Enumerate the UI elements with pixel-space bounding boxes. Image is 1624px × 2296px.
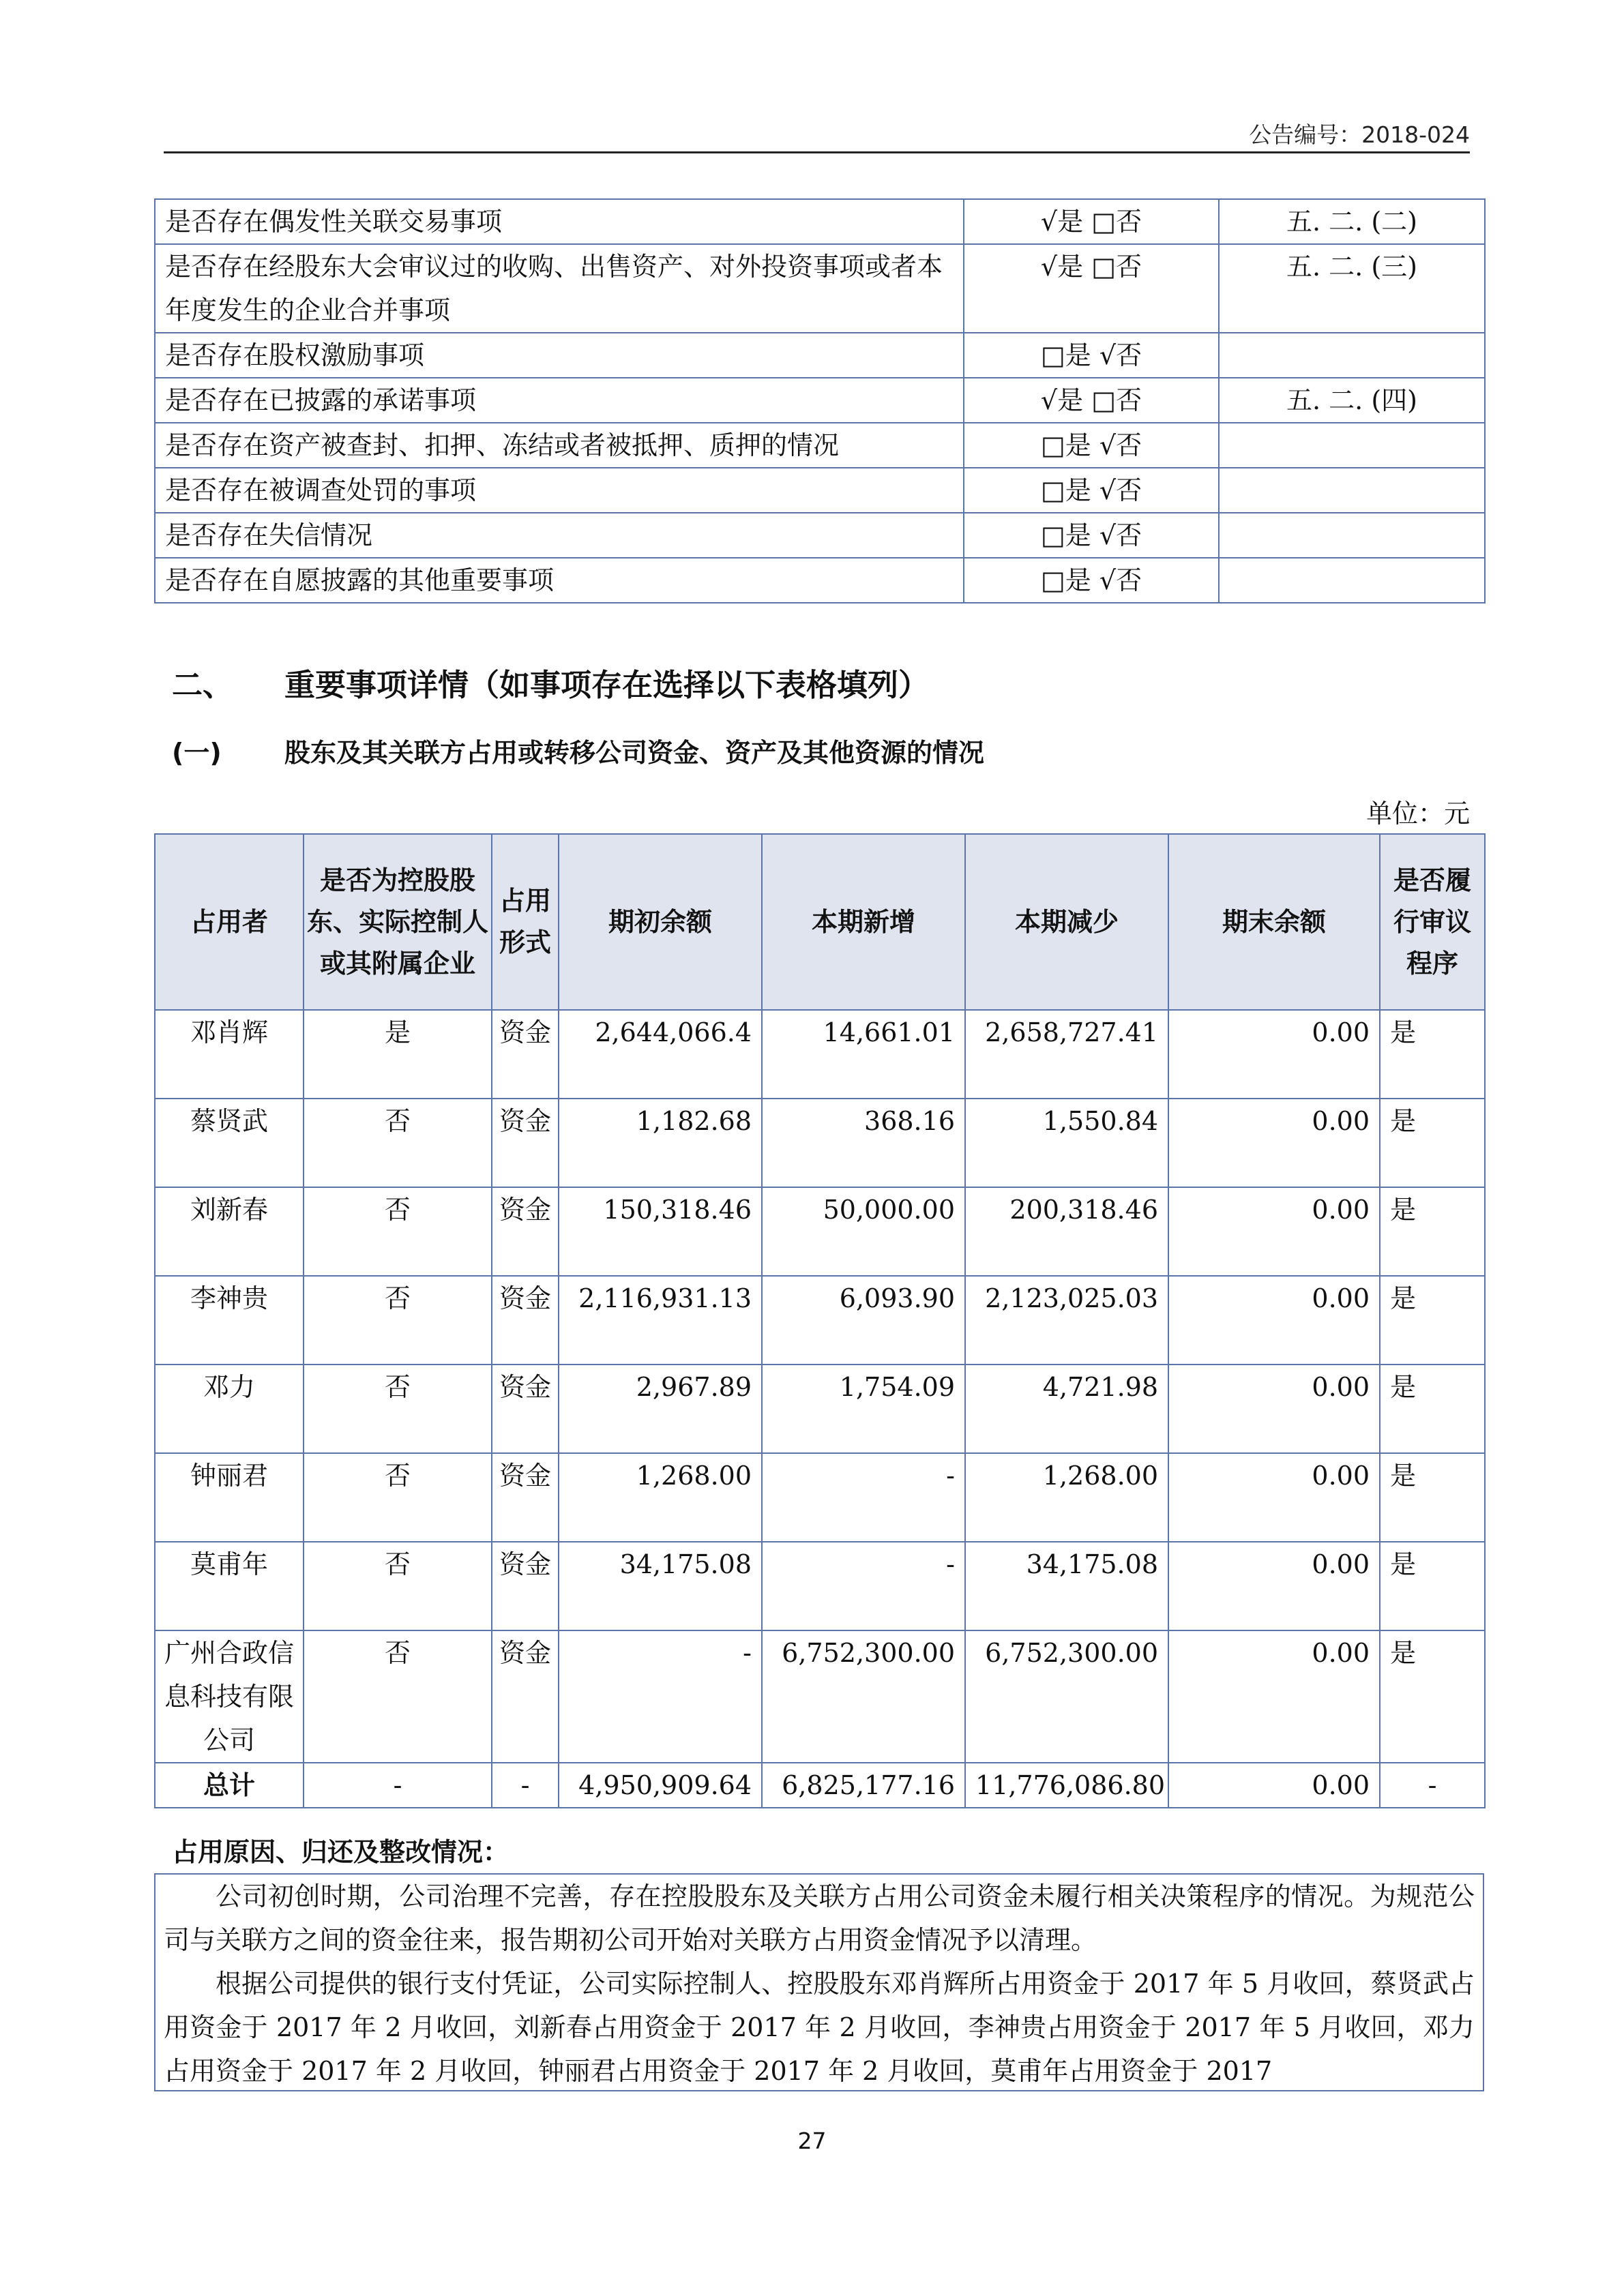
closing-cell: 0.00 [1168, 1453, 1380, 1542]
table-row [155, 1187, 1485, 1276]
controller-cell: 否 [304, 1365, 492, 1453]
opening-cell: 1,268.00 [559, 1453, 762, 1542]
increase-cell: 1,754.09 [762, 1365, 965, 1453]
matter-choice: □是 √否 [964, 333, 1219, 378]
col-header-procedure: 是否履行审议程序 [1380, 834, 1485, 1010]
section-number: 二、 [172, 667, 234, 703]
unit-label: 单位：元 [1365, 799, 1470, 829]
reason-box [154, 1873, 1484, 2091]
col-header-form: 占用形式 [492, 834, 559, 1010]
table-header-row [155, 834, 1485, 1010]
decrease-cell: 2,123,025.03 [965, 1276, 1168, 1365]
total-opening-cell: 4,950,909.64 [559, 1763, 762, 1808]
table-row [155, 333, 1485, 378]
table-row [155, 378, 1485, 423]
occupant-cell: 蔡贤武 [155, 1099, 304, 1187]
matter-ref [1219, 558, 1485, 603]
occupant-cell: 邓肖辉 [155, 1010, 304, 1099]
table-row [155, 468, 1485, 513]
table-row [155, 513, 1485, 558]
table-row [155, 423, 1485, 468]
controller-cell: 否 [304, 1542, 492, 1630]
controller-cell: 否 [304, 1187, 492, 1276]
closing-cell: 0.00 [1168, 1630, 1380, 1763]
table-row [155, 558, 1485, 603]
increase-cell: - [762, 1542, 965, 1630]
total-controller-cell: - [304, 1763, 492, 1808]
matter-item: 是否存在失信情况 [155, 513, 964, 558]
decrease-cell: 4,721.98 [965, 1365, 1168, 1453]
matter-item: 是否存在被调查处罚的事项 [155, 468, 964, 513]
procedure-cell: 是 [1380, 1365, 1485, 1453]
col-header-is-controller: 是否为控股股东、实际控制人或其附属企业 [304, 834, 492, 1010]
form-cell: 资金 [492, 1010, 559, 1099]
form-cell: 资金 [492, 1276, 559, 1365]
increase-cell: - [762, 1453, 965, 1542]
form-cell: 资金 [492, 1365, 559, 1453]
controller-cell: 否 [304, 1099, 492, 1187]
total-form-cell: - [492, 1763, 559, 1808]
opening-cell: 2,644,066.4 [559, 1010, 762, 1099]
closing-cell: 0.00 [1168, 1542, 1380, 1630]
col-header-closing: 期末余额 [1168, 834, 1380, 1010]
occupant-cell: 刘新春 [155, 1187, 304, 1276]
form-cell: 资金 [492, 1187, 559, 1276]
subsection-heading [172, 732, 984, 769]
section-title: 重要事项详情（如事项存在选择以下表格填列） [284, 667, 930, 703]
matter-choice: □是 √否 [964, 468, 1219, 513]
closing-cell: 0.00 [1168, 1365, 1380, 1453]
table-row [155, 1453, 1485, 1542]
closing-cell: 0.00 [1168, 1187, 1380, 1276]
occupation-table [154, 833, 1486, 1808]
matter-choice: √是 □否 [964, 378, 1219, 423]
matter-ref [1219, 468, 1485, 513]
matter-item: 是否存在自愿披露的其他重要事项 [155, 558, 964, 603]
section-heading [172, 660, 929, 704]
occupant-cell: 广州合政信息科技有限公司 [155, 1630, 304, 1763]
opening-cell: 150,318.46 [559, 1187, 762, 1276]
controller-cell: 是 [304, 1010, 492, 1099]
matter-ref: 五. 二. (四) [1219, 378, 1485, 423]
matter-item: 是否存在资产被查封、扣押、冻结或者被抵押、质押的情况 [155, 423, 964, 468]
decrease-cell: 1,268.00 [965, 1453, 1168, 1542]
procedure-cell: 是 [1380, 1453, 1485, 1542]
table-row [155, 199, 1485, 244]
increase-cell: 6,752,300.00 [762, 1630, 965, 1763]
form-cell: 资金 [492, 1542, 559, 1630]
col-header-decrease: 本期减少 [965, 834, 1168, 1010]
total-procedure-cell: - [1380, 1763, 1485, 1808]
decrease-cell: 2,658,727.41 [965, 1010, 1168, 1099]
form-cell: 资金 [492, 1099, 559, 1187]
reason-heading: 占用原因、归还及整改情况： [172, 1837, 510, 1867]
decrease-cell: 200,318.46 [965, 1187, 1168, 1276]
decrease-cell: 34,175.08 [965, 1542, 1168, 1630]
procedure-cell: 是 [1380, 1276, 1485, 1365]
matter-ref [1219, 513, 1485, 558]
matter-ref [1219, 333, 1485, 378]
total-increase-cell: 6,825,177.16 [762, 1763, 965, 1808]
total-label: 总计 [155, 1763, 304, 1808]
controller-cell: 否 [304, 1630, 492, 1763]
closing-cell: 0.00 [1168, 1010, 1380, 1099]
controller-cell: 否 [304, 1276, 492, 1365]
matter-item: 是否存在经股东大会审议过的收购、出售资产、对外投资事项或者本年度发生的企业合并事项 [155, 244, 964, 333]
matter-choice: □是 √否 [964, 558, 1219, 603]
decrease-cell: 6,752,300.00 [965, 1630, 1168, 1763]
reason-paragraph: 公司初创时期，公司治理不完善，存在控股股东及关联方占用公司资金未履行相关决策程序的情况。为规范公司与关联方之间的资金往来，报告期初公司开始对关联方占用资金情况予以清理。 [164, 1881, 1475, 1955]
matters-table [154, 198, 1486, 603]
closing-cell: 0.00 [1168, 1099, 1380, 1187]
matter-item: 是否存在已披露的承诺事项 [155, 378, 964, 423]
procedure-cell: 是 [1380, 1630, 1485, 1763]
header-rule [164, 151, 1470, 153]
form-cell: 资金 [492, 1453, 559, 1542]
table-row [155, 1542, 1485, 1630]
occupant-cell: 莫甫年 [155, 1542, 304, 1630]
controller-cell: 否 [304, 1453, 492, 1542]
matter-ref [1219, 423, 1485, 468]
matter-item: 是否存在股权激励事项 [155, 333, 964, 378]
matter-choice: □是 √否 [964, 423, 1219, 468]
matter-choice: □是 √否 [964, 513, 1219, 558]
matter-choice: √是 □否 [964, 199, 1219, 244]
col-header-opening: 期初余额 [559, 834, 762, 1010]
table-row [155, 1276, 1485, 1365]
matter-choice: √是 □否 [964, 244, 1219, 333]
form-cell: 资金 [492, 1630, 559, 1763]
increase-cell: 368.16 [762, 1099, 965, 1187]
decrease-cell: 1,550.84 [965, 1099, 1168, 1187]
procedure-cell: 是 [1380, 1187, 1485, 1276]
total-closing-cell: 0.00 [1168, 1763, 1380, 1808]
page-number: 27 [797, 2128, 827, 2154]
subsection-title: 股东及其关联方占用或转移公司资金、资产及其他资源的情况 [284, 738, 985, 768]
occupant-cell: 邓力 [155, 1365, 304, 1453]
subsection-number: (一) [172, 738, 222, 768]
opening-cell: 2,967.89 [559, 1365, 762, 1453]
opening-cell: - [559, 1630, 762, 1763]
matter-ref: 五. 二. (二) [1219, 199, 1485, 244]
table-row [155, 1010, 1485, 1099]
total-row [155, 1763, 1485, 1808]
table-row [155, 1630, 1485, 1763]
matter-item: 是否存在偶发性关联交易事项 [155, 199, 964, 244]
opening-cell: 34,175.08 [559, 1542, 762, 1630]
increase-cell: 50,000.00 [762, 1187, 965, 1276]
closing-cell: 0.00 [1168, 1276, 1380, 1365]
increase-cell: 6,093.90 [762, 1276, 965, 1365]
procedure-cell: 是 [1380, 1542, 1485, 1630]
matter-ref: 五. 二. (三) [1219, 244, 1485, 333]
col-header-occupant: 占用者 [155, 834, 304, 1010]
procedure-cell: 是 [1380, 1099, 1485, 1187]
procedure-cell: 是 [1380, 1010, 1485, 1099]
table-row [155, 1099, 1485, 1187]
col-header-increase: 本期新增 [762, 834, 965, 1010]
table-row [155, 1365, 1485, 1453]
opening-cell: 1,182.68 [559, 1099, 762, 1187]
reason-paragraph: 根据公司提供的银行支付凭证，公司实际控制人、控股股东邓肖辉所占用资金于 2017 年 5 月收回，蔡贤武占用资金于 2017 年 2 月收回，刘新春占用资金于 2017 年 2 月收回，李神贵占用资金于 2017 年 5 月收回，邓力占用资金于 2017 年 2 月收回，钟丽君占用资金于 2017 年 2 月收回，莫甫年占用资金于 2017 [164, 1969, 1475, 2086]
occupant-cell: 李神贵 [155, 1276, 304, 1365]
increase-cell: 14,661.01 [762, 1010, 965, 1099]
notice-number: 公告编号：2018-024 [1249, 121, 1470, 148]
opening-cell: 2,116,931.13 [559, 1276, 762, 1365]
occupant-cell: 钟丽君 [155, 1453, 304, 1542]
total-decrease-cell: 11,776,086.80 [965, 1763, 1168, 1808]
table-row [155, 244, 1485, 333]
